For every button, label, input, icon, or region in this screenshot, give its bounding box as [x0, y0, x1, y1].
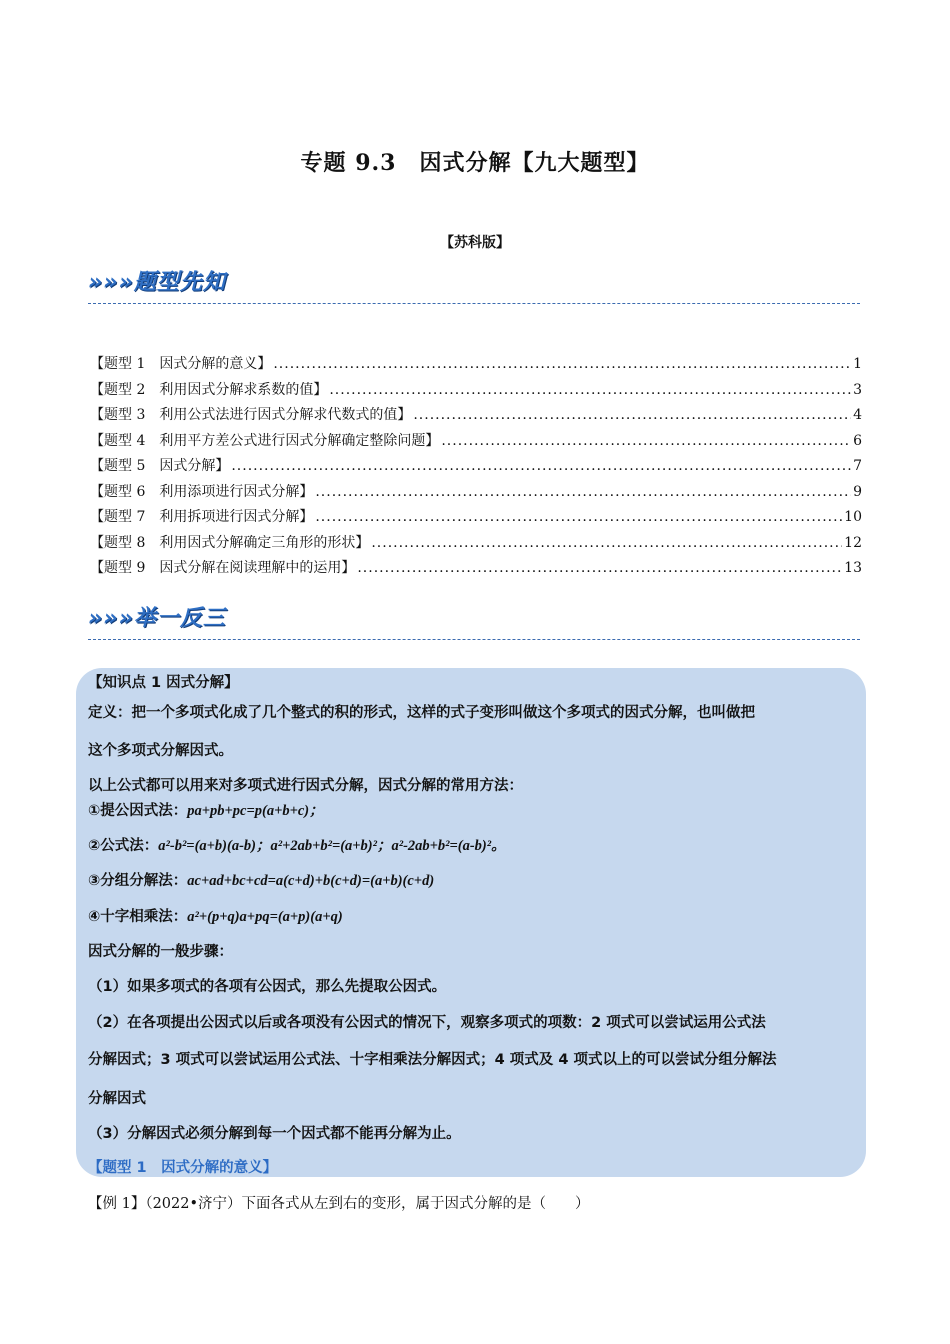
step-item: （1）如果多项式的各项有公因式，那么先提取公因式。 — [88, 979, 447, 995]
toc-page-number: 1 — [853, 356, 862, 372]
method-common-factor: ①提公因式法：pa+pb+pc=p(a+b+c)； — [88, 803, 324, 819]
formula: pa+pb+pc=p(a+b+c)； — [187, 803, 324, 819]
divider — [88, 303, 860, 304]
toc-item[interactable]: 【题型 3 利用公式法进行因式分解求代数式的值】 ..... 4 — [90, 403, 862, 429]
knowledge-box — [76, 668, 866, 1177]
formula: ac+ad+bc+cd=a(c+d)+b(c+d)=(a+b)(c+d) — [187, 873, 435, 889]
toc-item[interactable]: 【题型 1 因式分解的意义】 ..... 1 — [90, 352, 862, 378]
toc-page-number: 12 — [844, 534, 862, 551]
section-header-preview — [88, 264, 860, 304]
toc-page-number: 7 — [853, 458, 862, 474]
toc-item[interactable]: 【题型 6 利用添项进行因式分解】 ..... 9 — [90, 480, 862, 506]
methods-intro: 以上公式都可以用来对多项式进行因式分解，因式分解的常用方法： — [88, 778, 523, 794]
toc-page-number: 3 — [853, 381, 862, 398]
toc-page-number: 10 — [844, 509, 862, 525]
toc-item[interactable]: 【题型 7 利用拆项进行因式分解】 ..... 10 — [90, 505, 862, 531]
question-type-heading: 【题型 1 因式分解的意义】 — [88, 1160, 278, 1176]
section-header-practice — [88, 600, 860, 640]
step-item: （2）在各项提出公因式以后或各项没有公因式的情况下，观察多项式的项数：2 项式可以尝试运用公式法 — [88, 1015, 766, 1031]
toc-item[interactable]: 【题型 9 因式分解在阅读理解中的运用】 ..... 13 — [90, 556, 862, 582]
definition-line: 定义：把一个多项式化成了几个整式的积的形式，这样的式子变形叫做这个多项式的因式分解，也叫做把 — [88, 705, 755, 721]
table-of-contents — [90, 352, 862, 582]
toc-page-number: 13 — [844, 560, 862, 576]
divider — [88, 639, 860, 640]
step-item: （3）分解因式必须分解到每一个因式都不能再分解为止。 — [88, 1126, 461, 1142]
page-title: 专题 9.3 因式分解【九大题型】 — [300, 150, 650, 176]
toc-page-number: 9 — [853, 483, 862, 500]
toc-item[interactable]: 【题型 8 利用因式分解确定三角形的形状】 ..... 12 — [90, 531, 862, 557]
method-grouping: ③分组分解法：ac+ad+bc+cd=a(c+d)+b(c+d)=(a+b)(c+d) — [88, 873, 435, 889]
step-item: 分解因式 — [88, 1091, 146, 1107]
method-cross-multiplication: ④十字相乘法：a²+(p+q)a+pq=(a+p)(a+q) — [88, 909, 343, 925]
step-item: 分解因式；3 项式可以尝试运用公式法、十字相乘法分解因式；4 项式及 4 项式以上的可以尝试分组分解法 — [88, 1052, 777, 1068]
toc-item[interactable]: 【题型 5 因式分解】 ..... 7 — [90, 454, 862, 480]
steps-title: 因式分解的一般步骤： — [88, 944, 233, 960]
section-title: »»»题型先知 — [88, 270, 226, 295]
edition-label: 【苏科版】 — [440, 235, 510, 251]
knowledge-heading: 【知识点 1 因式分解】 — [88, 675, 239, 691]
section-title: »»»举一反三 — [88, 606, 226, 631]
formula: a²+(p+q)a+pq=(a+p)(a+q) — [187, 909, 343, 925]
toc-page-number: 6 — [853, 432, 862, 449]
example-question: 【例 1】（2022•济宁）下面各式从左到右的变形，属于因式分解的是（ ） — [88, 1196, 590, 1212]
definition-line: 这个多项式分解因式。 — [88, 743, 233, 759]
toc-page-number: 4 — [853, 407, 862, 423]
method-formula: ②公式法：a²-b²=(a+b)(a-b)；a²+2ab+b²=(a+b)²；a²-2ab+b²=(a-b)²。 — [88, 838, 506, 854]
toc-item[interactable]: 【题型 2 利用因式分解求系数的值】 ..... 3 — [90, 378, 862, 404]
toc-item[interactable]: 【题型 4 利用平方差公式进行因式分解确定整除问题】 ..... 6 — [90, 429, 862, 455]
formula: a²-b²=(a+b)(a-b)；a²+2ab+b²=(a+b)²；a²-2ab+b²=(a-b)²。 — [158, 838, 506, 854]
